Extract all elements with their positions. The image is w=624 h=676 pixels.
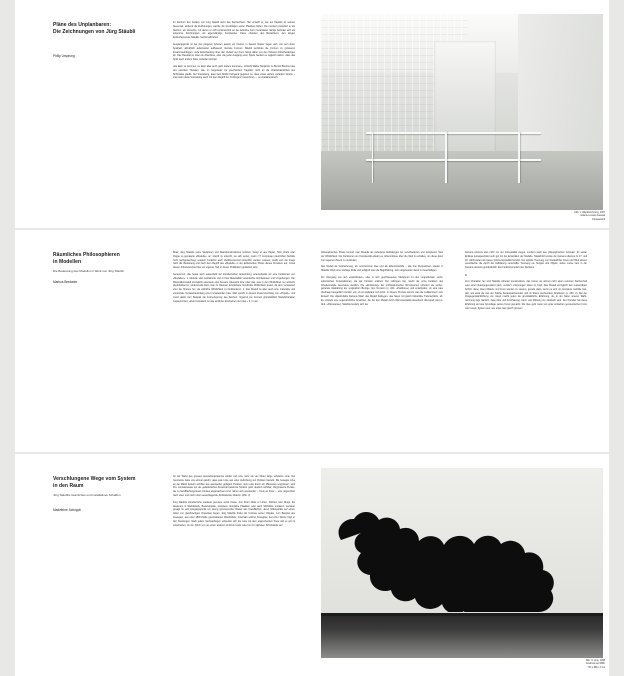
author-name: Philip Ursprung: [53, 54, 75, 58]
figure-caption: [455, 212, 605, 222]
author-name: Madeleine Schuppli: [53, 508, 81, 512]
page-title-line-2: Die Zeichnungen von Jürg Stäubli: [53, 28, 136, 35]
photo-stairwell-interior: [321, 14, 603, 210]
figure-caption: [455, 660, 605, 670]
spread-1-content: [45, 14, 605, 221]
handrail-bottom: [366, 159, 541, 161]
handrail-top: [366, 132, 541, 134]
caption-line-3: 713 x 686 x 3 cm: [587, 666, 605, 669]
body-paragraph: Vom Charakter her sind Stäublis Arbeiten konstruktions, das heisst, sie ahmen nicht einen externen Sachverhalt oder einen Naturgegenstand nach, sondern entsprungen Ideen im Kopf. Das Modell ermöglicht den notwendigen Schritt, diese Ideen Materie und Form werden zu Lassen, gerade dann, wenn es sich um komplexe Gebilde handelt, wie etwa die aus der Fläche herauswachsenden und im Raum wuchernden Strukturen (s. Abb. 2). Bei der Freigegenständlichung von Ideen macht jeden die grundsätzliche Erfahrung, die in der Natur unserer Wahrnehmung liegt nämlich, dass Idee und Anschauung, Form und Wirkung nur identisch sind. Der Künstler hat diese Erfahrung auf aus Grundlage seines Kunst gemacht: Die Idee geht meist von einer einfachen geometrischen Form oder einem System aus, wie etwa zwei gleich grossen: [465, 281, 587, 310]
photo-doorway: [434, 41, 496, 163]
body-paragraph: An der Wand des grossen Ausstellungsraumes windet sich eine mehr als vier Meter lange schwarze Linie. Die Geometrie hatte uns einmal gelehrt, dass jede Linie aus einer Aufreihung von Punkten besteht. Die bewegte Linie an der Wand besteht sichtbar aus aneinander gefügten Punkten, denn eine durch ein Mikroskop vergrössert, wird ihre normalerweise nur als gedanklisches Konstrukt bekannte Struktur ganz deutlich sichtbar: Vergrösserte Punkte, die zu handflächengrossen Kreisen angewachsen sind, reihen sich aneinander – Kreis an Kreis –, eine ungeordnet nach oben und nach unten ausschlagende Zickzacklinie bildend. (Abb. 3): [173, 476, 295, 497]
spread-3: [15, 454, 609, 676]
body-paragraph: philosophischen Praxis benutzt man Modelle als neburierte Abbildungen bei verschiedenen und komplexen Teile der Wirklichkeit. Die Funktionen ein Komplexität erlaubt es, Erkenntnisse über die Welt zu erhalten, um diese dann zum eigenen Zweck zu verändern.: [321, 252, 443, 262]
spread-3-content: [45, 468, 605, 669]
spread-3-title-block: [53, 476, 165, 497]
body-paragraph: Biner, Jürg Stäublis seine Skulpturen und Raumkonstruktionen konkreti. Serigr er aus Papier, Holz, Draht oder Pappe so gemalerte «Modelle», an. Gleich zu entsicht, sie sich seinst; meint z.T. komplexes räumlichen Gebilde nicht nachgezeichnet, sondern zunächst auch dreidimensional entworfen werden müssen, streift sich die Frage nach der Bedeutung und nach dem Begriff des «Modells» in der ästhetischen Praxis dieses Künstlers auf, zumal diesen Arbeitszeichnet hier ein eigenes Heft in dieser Publikation gewidmet wird.: [173, 252, 295, 270]
handrail-post: [445, 132, 447, 183]
body-paragraph: Zur Übergang von den «Apartbeiten», eher in sich geschlossenen Skulpturen zu den vorgreifenden, architektonischen Konstruktionen, die der Künstler erleben! Det vollzogen hat, macht die erste Funktion des Arbeitsmodelle besonders deutlich. Die «Erinlösung» der architektonischen Dimensionen erfordert die vorhergehende Alleklärung der vergleichen Bezüge zum Umraum (s. Abb. «Pavillons») und entscheidet, ob eine Idee überhaupt ausgeführt werden soll, ob ein Aufwand sich lohnt. In diesem Prozess kommt was die Luftkammern zum Einsatz: Die objektivhafte Kamera föllert das Modell hellregen, das heisst mit gleich Nebelfolie Tiefenschärfe, ab. Es entsteht eine sogenanntliche Ansichten, die bei den Modell durch Monumentalität täuschend überspielt wird (s. Abb. «Panorama»). Stäublis bedient sich der: [321, 276, 443, 306]
amoeba-path: [339, 512, 554, 612]
body-paragraph: Camera obscura also nicht nur der Fotoqualität wegen, sondern auch aus philosophischen Gründen. Ihr weiter Einfluss kunstgeschiebt sehr gut mit der Entwicklert der Modelle. Tatsächlich wurde die Camera obscura im 17. und 18. Jahrhundert als basso 3-Dimensionalität benützt. Die sichtde Trennung von Dreidachbei innen und Weit wissen vereinfachte die durch die Aufklärung verschaffte Trennung ein Subjekt und Objekt. Jeden Lucke zam in der Camera obscura grundsätzlich das Funktionsmodell des Denkens.: [465, 252, 587, 270]
author-name: Markus Bredarim: [53, 280, 78, 284]
spread-2-column-2: [321, 252, 443, 310]
spread-2-column-1: [173, 252, 295, 307]
page-title-line-2: in Modellen: [53, 258, 82, 265]
spread-2: [15, 230, 609, 452]
spread-3-body-column: [173, 476, 295, 531]
caption-line-1: Abb. 3: Linie, 1998: [585, 660, 605, 662]
page-title: [53, 252, 165, 266]
body-paragraph: Jürg Stäublis künstlerische markiere premiere sehnt Kreise. Aus ihnen bildet er Linien, Flächen oder Ringe, die wiederum in Wandreliefs, Bodenobjekte, komplexe räumliche Plastiken oder auch Sitzbänke mutieren. Genauer gesagt ist sein Ausgangspunkt ein streng geometrischer Raster aus Kreisflächen, deren Mittelpunkte auf einem Gitter von gleichwertigen Dreiecken liegen. Jürg Stäublis findet die Umrisse seiner Objekte, zum Beispiel des bewegten, aus einer MDF-Platte geschnittenen Wandreliefs, innerhalb solcher Kreisgitter. Auf einer Skizze folgt er den Kreisbogen. Nach jedem Sechstelbogen schneidet sich die Linie mit dem angrenzenden Kreis und es gilt zu entscheiden, ob der Strich von um einen anderen Zentrum kreist oder bis zur nächsten Schnittstelle auf: [173, 501, 295, 527]
body-paragraph: Im Zentrum des Ateliers von Jürg Stäubli steht das Zeichenbrett. Hier entwirft er, wie ein Kapitän an seinem Steuerrad, stehend die Zeichnungen, welche die Grundlagen seiner Plastiken bilden. Die meisten produziert er als Skizzen, als Versuche, mit denen er sich kontinuierlich an die definitive Form herantastet. Einige befinden sich als autonome Zeichnungen, als eigenständige Kunstwerke. Diese erlauben den Betrachtern, den langen Entwurfsprozess Stäublis nachzuvollziehen.: [173, 22, 295, 40]
page-title: [53, 476, 165, 490]
black-amoeba-shape-relief: [321, 468, 603, 658]
spread-3-author: [53, 508, 165, 512]
spread-2-content: [45, 244, 591, 440]
spread-2-author: [53, 280, 165, 284]
page-title-line-1: Räumliches Philosophieren: [53, 252, 120, 258]
caption-line-2: Galerie Luciano Fasciati: [580, 215, 605, 218]
page-subtitle: Die Bedeutung des Modells im Werk von Jürg Stäubli: [53, 268, 124, 273]
floor-band: [321, 616, 603, 658]
spread-1: [15, 0, 609, 228]
page-subtitle: Jürg Stäublis räumliches und installatives Schaffen: [53, 492, 121, 497]
section-number: 4.: [465, 273, 468, 277]
amoeba-shape-svg: [321, 468, 603, 612]
spread-1-author: [53, 54, 163, 58]
page-title-line-1: Pläne des Unplanbaren:: [53, 22, 112, 28]
caption-line-1: Abb. 1: Wandzeichnung, 1997: [574, 212, 605, 214]
spread-2-column-3: [465, 252, 587, 315]
body-paragraph: «Es kann so kommen, es kann aber auch ganz anders kommen», schreibt Walter Benjamin zu Bertolt Brechts Idee des epischen Theaters, das, im Gegensatz zur griechischen Tragödie, nicht an die Unabänderlichkeit des Schicksals glaubt. Der Vorstellung, dass kein Abbild zwingend gegeben ist, dass etwas anders verlaufen könnte – man kann diese Vorstellung auch mit dem Begriff der Kontingenz bezeichnen –, ist charakteristisch: [173, 65, 295, 80]
body-paragraph: Das Modell als Verkleinerung, als vereinzelnste Idee und als Erkenntnishilfe – alle drei Perspektiven spielen in Stäublis Werk eine wichtige Rolle und lediglich also die Begriffsbung, sich eingehender damit zu beschäftigen.: [321, 266, 443, 273]
spread-1-body-column: [173, 22, 295, 84]
page-title-line-1: Verschlungene Wege vom System: [53, 476, 136, 482]
body-paragraph: Genommen, das heisst auch ausserhalb der künstlerischen Anwendung, unterscheidet wir eine Funktionen von «Modellen». 1. Modelle sind verkleinerte und in ihrer Materialität vereinfachte Architekturen und Umgebungen. Der Massstabsmodell ermöglicht einerseits eine bessere Übersicht bzw. über das, was in den Wirklichkeit nur schlecht überblickbar ist; andererseits kann man im Räumen komplizierte Verstrickte Wirklichkeit testen, da dem verspiesert eher die Chance her, als wirkliche Wirklichkeit zu funktionieren. 2. Das Modell ist aber auch eine materielle und emotionale Vorsaschauticharg einer immateriellen Idee. Man spricht in diesem Zusammenhang von «Projekt», und meint damit zum Beispiel die Formensprung des Zeichen. Irrgetrud bei Formelt gründsätzlich Modellcharakter zugesprochen: «Das Kunstwerk ist das sinnliche Erscheinen der Idee.» 3. In der: [173, 273, 295, 303]
spread-2-title-block: [53, 252, 165, 273]
page-title-line-2: in den Raum: [53, 482, 84, 489]
caption-line-2: Ausdruck auf MDF: [585, 663, 605, 666]
spread-1-title-block: [53, 22, 163, 36]
body-paragraph: Ausgangspunkt ist bei den jüngeren Arbeiten jeweils ein Kleinst- in dessen Raster liegen sich, wie auf einem Spielfeld, allmählich aufeinander aufbauend, kleinste Formen. Stäubli verbindet die Formen zu grösseren Zusammenhängen. Jede Entscheidung über den Verlauf der Form hängt dabei von den früheren Entscheidungen ab. Das Resultat ist zwar ein Abschluss, aber wie jeder Ausgang einer Spiels handelt es zugleich darum, dass das Spiel auch anders hätte verlaufen können.: [173, 43, 295, 62]
page-title: [53, 22, 163, 36]
caption-line-3: Donaueschti: [592, 218, 605, 221]
handrail-post: [372, 132, 374, 183]
handrail-post: [518, 132, 520, 183]
